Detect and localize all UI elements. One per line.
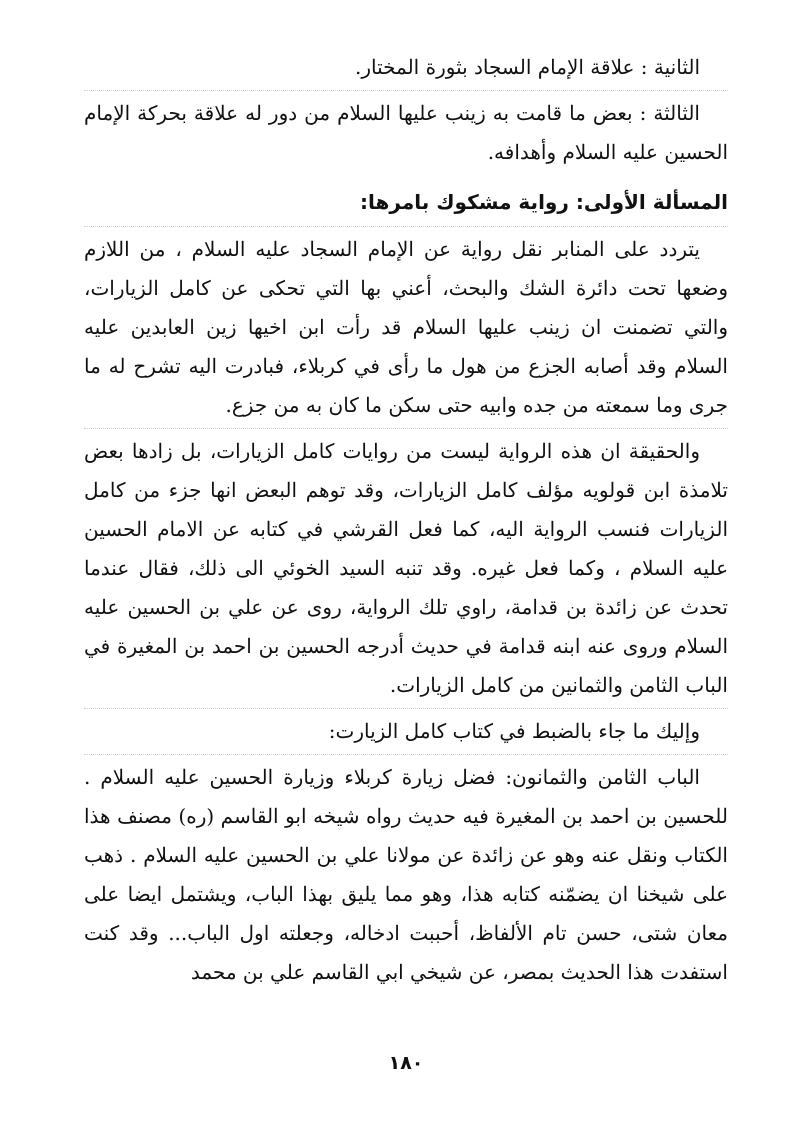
divider xyxy=(84,708,728,709)
item-third: الثالثة : بعض ما قامت به زينب عليها السلام من دور له علاقة بحركة الإمام الحسين عليه السلام وأهدافه. xyxy=(84,101,728,164)
section-heading: المسألة الأولى: رواية مشكوك بامرها: xyxy=(360,190,728,214)
divider xyxy=(84,754,728,755)
page-number: ١٨٠ xyxy=(388,1052,424,1074)
divider xyxy=(84,90,728,91)
paragraph-4: الباب الثامن والثمانون: فضل زيارة كربلاء وزيارة الحسين عليه السلام . للحسين بن احمد بن المغيرة فيه حديث رواه شيخه ابو القاسم (ره) مصنف هذا الكتاب ونقل عنه وهو عن زائدة عن مولانا علي بن الحسين عليه السلام . ذهب على شيخنا ان يضمّنه كتابه هذا، وهو مما يليق بهذا الباب، ويشتمل ايضا على معان شتى، حسن تام الألفاظ، أحببت ادخاله، وجعلته اول الباب... وقد كنت استفدت هذا الحديث بمصر، عن شيخي ابي القاسم علي بن محمد xyxy=(84,765,728,984)
item-second: الثانية : علاقة الإمام السجاد بثورة المختار. xyxy=(354,55,700,79)
paragraph-2: والحقيقة ان هذه الرواية ليست من روايات كامل الزيارات، بل زادها بعض تلامذة ابن قولويه مؤلف كامل الزيارات، وقد توهم البعض انها جزء من كامل الزيارات فنسب الرواية اليه، كما فعل القرشي في كتابه عن الامام الحسين عليه السلام ، وكما فعل غيره. وقد تنبه السيد الخوئي الى ذلك، فقال عندما تحدث عن زائدة بن قدامة، راوي تلك الرواية، روى عن علي بن الحسين عليه السلام وروى عنه ابنه قدامة في حديث أدرجه الحسين بن احمد بن المغيرة في الباب الثامن والثمانين من كامل الزيارات. xyxy=(84,439,728,697)
divider xyxy=(84,226,728,227)
paragraph-1: يتردد على المنابر نقل رواية عن الإمام السجاد عليه السلام ، من اللازم وضعها تحت دائرة الشك والبحث، أعني بها التي تحكى عن كامل الزيارات، والتي تضمنت ان زينب عليها السلام قد رأت ابن اخيها زين العابدين عليه السلام وقد أصابه الجزع من هول ما رأى في كربلاء، فبادرت اليه تشرح له ما جرى وما سمعته من جده وابيه حتى سكن ما كان به من جزع. xyxy=(84,237,728,417)
document-page xyxy=(84,48,728,992)
divider xyxy=(84,428,728,429)
paragraph-3: وإليك ما جاء بالضبط في كتاب كامل الزيارت: xyxy=(328,719,700,743)
